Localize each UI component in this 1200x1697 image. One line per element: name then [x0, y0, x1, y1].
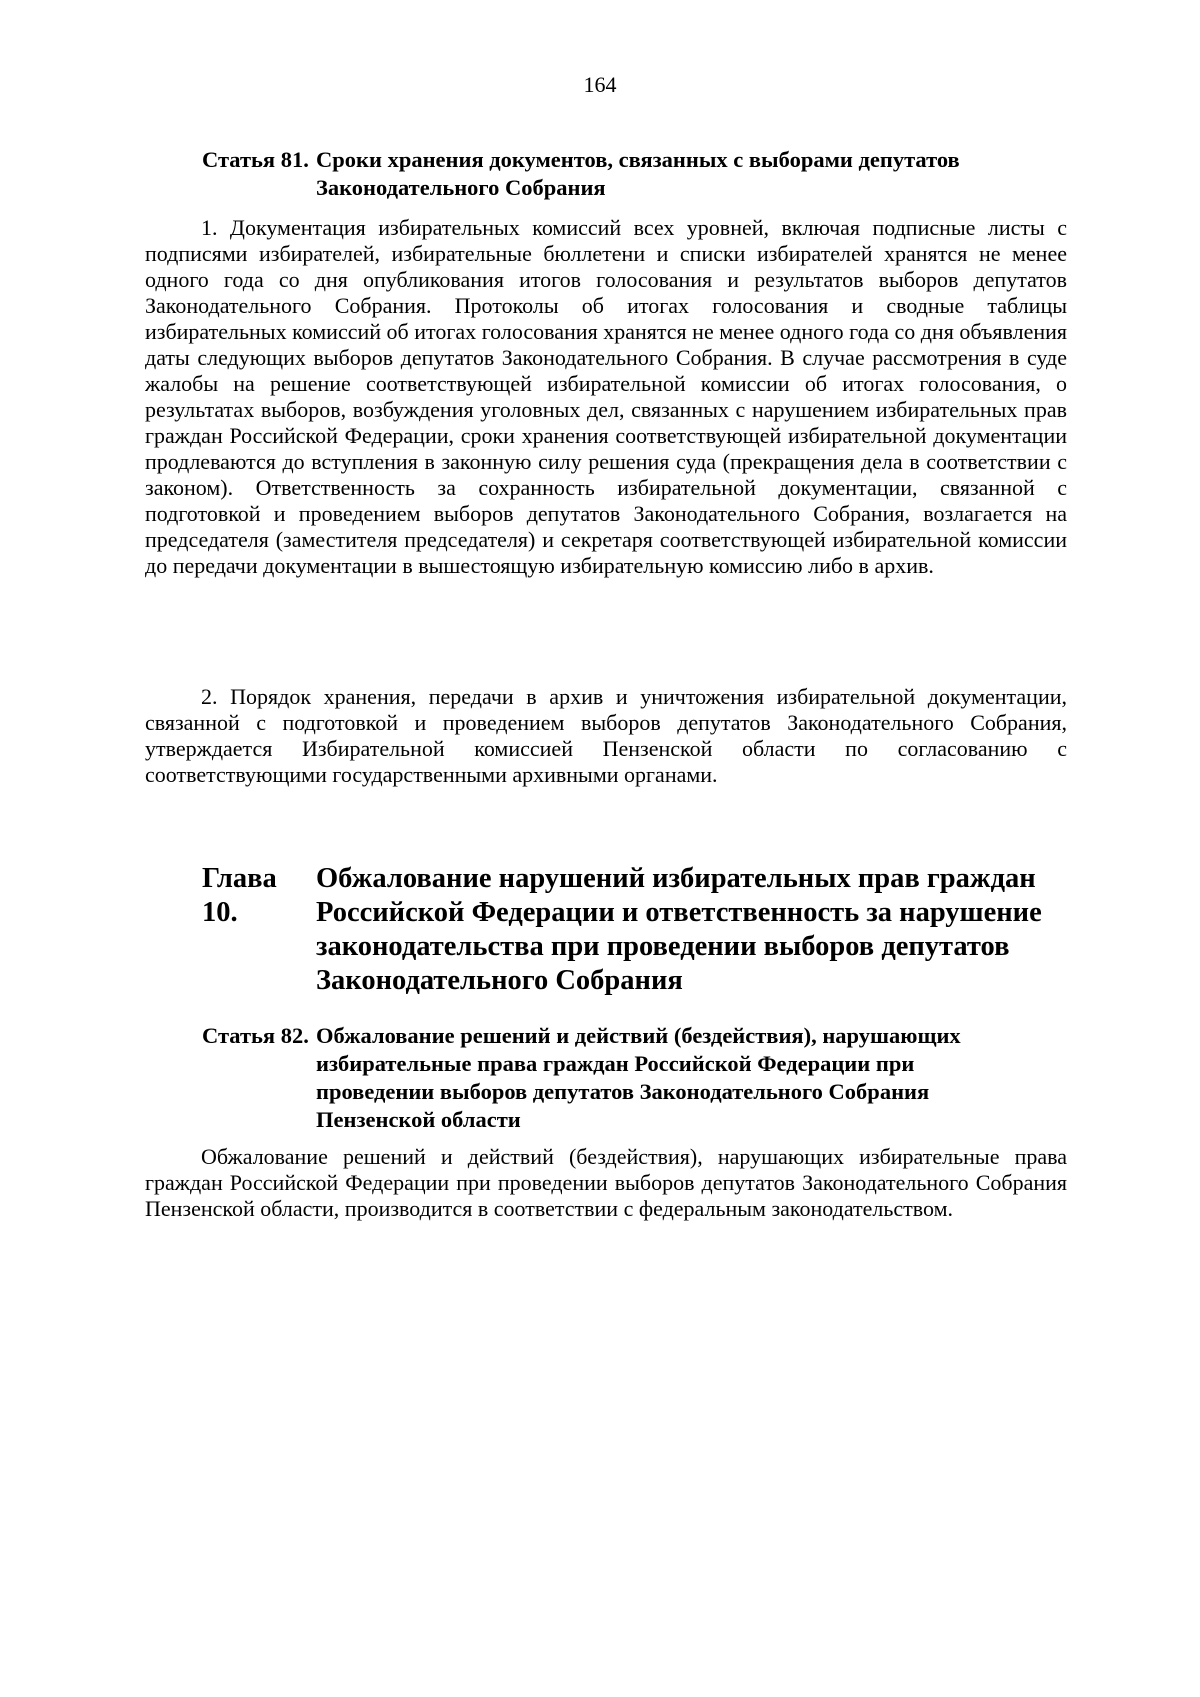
- article-81-title: [316, 146, 1026, 202]
- article-82-title-line: Обжалование решений и действий (бездействия), нарушающих: [316, 1023, 961, 1048]
- chapter-10-title-line: Законодательного Собрания: [316, 965, 683, 996]
- article-82-title: [316, 1022, 1026, 1134]
- chapter-10-title-line: Обжалование нарушений избирательных прав граждан: [316, 863, 1036, 894]
- article-81-title-line: Законодательного Собрания: [316, 175, 606, 200]
- article-81-title-line: Сроки хранения документов, связанных с выборами депутатов: [316, 147, 960, 172]
- chapter-10-title-line: законодательства при проведении выборов депутатов: [316, 931, 1010, 962]
- page-number: 164: [583, 72, 617, 97]
- chapter-10-title-line: Российской Федерации и ответственность за нарушение: [316, 897, 1042, 928]
- chapter-10-heading: [202, 862, 1082, 998]
- article-81-paragraph-2: 2. Порядок хранения, передачи в архив и уничтожения избирательной документации, связанной с подготовкой и проведением выборов депутатов Законодательного Собрания, утверждается Избирательной комиссией Пензенской области по согласованию с соответствующими государственными архивными органами.: [145, 684, 1067, 787]
- article-82-prefix: Статья 82.: [202, 1023, 309, 1048]
- article-82-title-line: Пензенской области: [316, 1107, 521, 1132]
- article-81-prefix: Статья 81.: [202, 147, 309, 172]
- chapter-10-prefix: Глава 10.: [202, 863, 277, 928]
- article-81-paragraph-1: 1. Документация избирательных комиссий всех уровней, включая подписные листы с подписями избирателей, избирательные бюллетени и списки избирателей хранятся не менее одного года со дня опубликования итогов голосования и результатов выборов депутатов Законодательного Собрания. Протоколы об итогах голосования и сводные таблицы избирательных комиссий об итогах голосования хранятся не менее одного года со дня объявления даты следующих выборов депутатов Законодательного Собрания. В случае рассмотрения в суде жалобы на решение соответствующей избирательной комиссии об итогах голосования, о результатах выборов, возбуждения уголовных дел, связанных с нарушением избирательных прав граждан Российской Федерации, сроки хранения соответствующей избирательной документации продлеваются до вступления в законную силу решения суда (прекращения дела в соответствии с законом). Ответственность за сохранность избирательной документации, связанной с подготовкой и проведением выборов депутатов Законодательного Собрания, возлагается на председателя (заместителя председателя) и секретаря соответствующей избирательной комиссии до передачи документации в вышестоящую избирательную комиссию либо в архив.: [145, 215, 1067, 578]
- article-82-heading: [202, 1022, 1062, 1134]
- article-82-title-line: проведении выборов депутатов Законодательного Собрания: [316, 1079, 930, 1104]
- article-81-heading: [202, 146, 1062, 202]
- article-82-title-line: избирательные права граждан Российской Федерации при: [316, 1051, 915, 1076]
- chapter-10-title: [316, 862, 1076, 998]
- article-82-paragraph-1: Обжалование решений и действий (бездействия), нарушающих избирательные права граждан Российской Федерации при проведении выборов депутатов Законодательного Собрания Пензенской области, производится в соответствии с федеральным законодательством.: [145, 1144, 1067, 1221]
